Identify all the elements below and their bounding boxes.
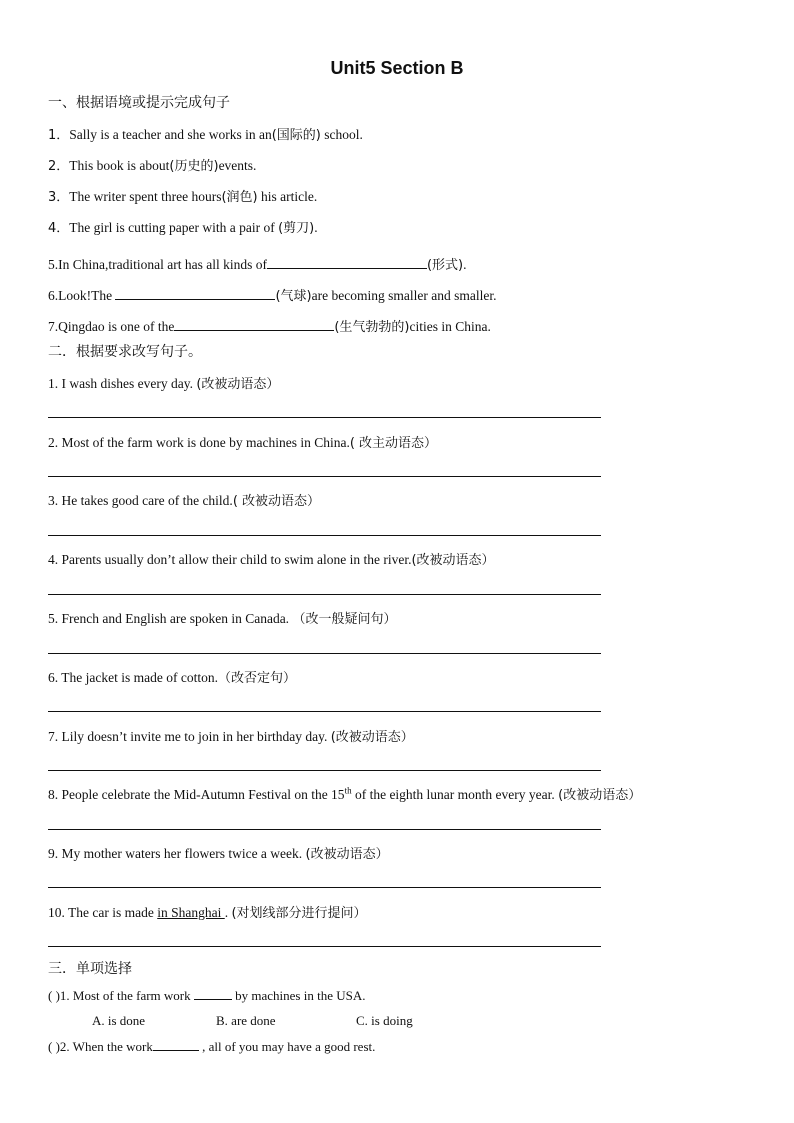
answer-line[interactable] [48,594,601,595]
answer-line[interactable] [48,946,601,947]
s1-item-6: 6.Look!The (气球)are becoming smaller and smaller. [48,288,497,304]
s2-item-3: 3. He takes good care of the child.( 改被动语态） [48,493,321,509]
s2-item-8: 8. People celebrate the Mid-Autumn Festival on the 15th of the eighth lunar month every year. (改被动语态） [48,785,642,803]
s2-item-6: 6. The jacket is made of cotton.（改否定句） [48,670,296,686]
answer-paren[interactable]: ( ) [48,1039,60,1054]
answer-line[interactable] [48,887,601,888]
s1-item-1: 1．Sally is a teacher and she works in an(国际的) school. [48,127,363,143]
answer-line[interactable] [48,711,601,712]
answer-line[interactable] [48,535,601,536]
mc-question-1: ( )1. Most of the farm work by machines in the USA. [48,988,366,1003]
s1-item-2: 2．This book is about(历史的)events. [48,158,257,174]
section1-heading: 一、根据语境或提示完成句子 [48,95,230,111]
answer-line[interactable] [48,476,601,477]
page-title: Unit5 Section B [330,58,464,78]
mc-question-2: ( )2. When the work , all of you may have a good rest. [48,1039,376,1054]
answer-line[interactable] [48,417,601,418]
s2-item-4: 4. Parents usually don’t allow their child to swim alone in the river.(改被动语态） [48,552,495,568]
s2-item-10: 10. The car is made in Shanghai . (对划线部分进行提问） [48,905,367,921]
s1-item-5: 5.In China,traditional art has all kinds of (形式). [48,257,467,273]
option-a[interactable]: A. is done [92,1013,146,1028]
s1-item-3: 3．The writer spent three hours(润色) his article. [48,189,318,205]
s2-item-9: 9. My mother waters her flowers twice a week. (改被动语态） [48,846,389,862]
s1-item-7: 7.Qingdao is one of the (生气勃勃的)cities in China. [48,319,491,335]
s2-item-7: 7. Lily doesn’t invite me to join in her birthday day. (改被动语态） [48,729,414,745]
s2-item-5: 5. French and English are spoken in Canada. （改一般疑问句） [48,611,397,627]
section2-heading: 二．根据要求改写句子。 [48,344,202,360]
s2-item-2: 2. Most of the farm work is done by machines in China.( 改主动语态） [48,435,438,451]
option-b[interactable]: B. are done [216,1013,276,1028]
answer-line[interactable] [48,829,601,830]
option-c[interactable]: C. is doing [356,1013,413,1028]
answer-line[interactable] [48,653,601,654]
s2-item-1: 1. I wash dishes every day. (改被动语态） [48,376,280,392]
answer-blank[interactable] [153,1038,199,1051]
s1-item-4: 4．The girl is cutting paper with a pair of (剪刀). [48,220,318,236]
answer-blank[interactable] [115,286,275,300]
answer-line[interactable] [48,770,601,771]
underlined-phrase: in Shanghai [157,905,225,920]
answer-blank[interactable] [194,987,232,1000]
answer-blank[interactable] [174,317,334,331]
section3-heading: 三．单项选择 [48,961,132,977]
answer-blank[interactable] [267,255,427,269]
answer-paren[interactable]: ( ) [48,988,60,1003]
